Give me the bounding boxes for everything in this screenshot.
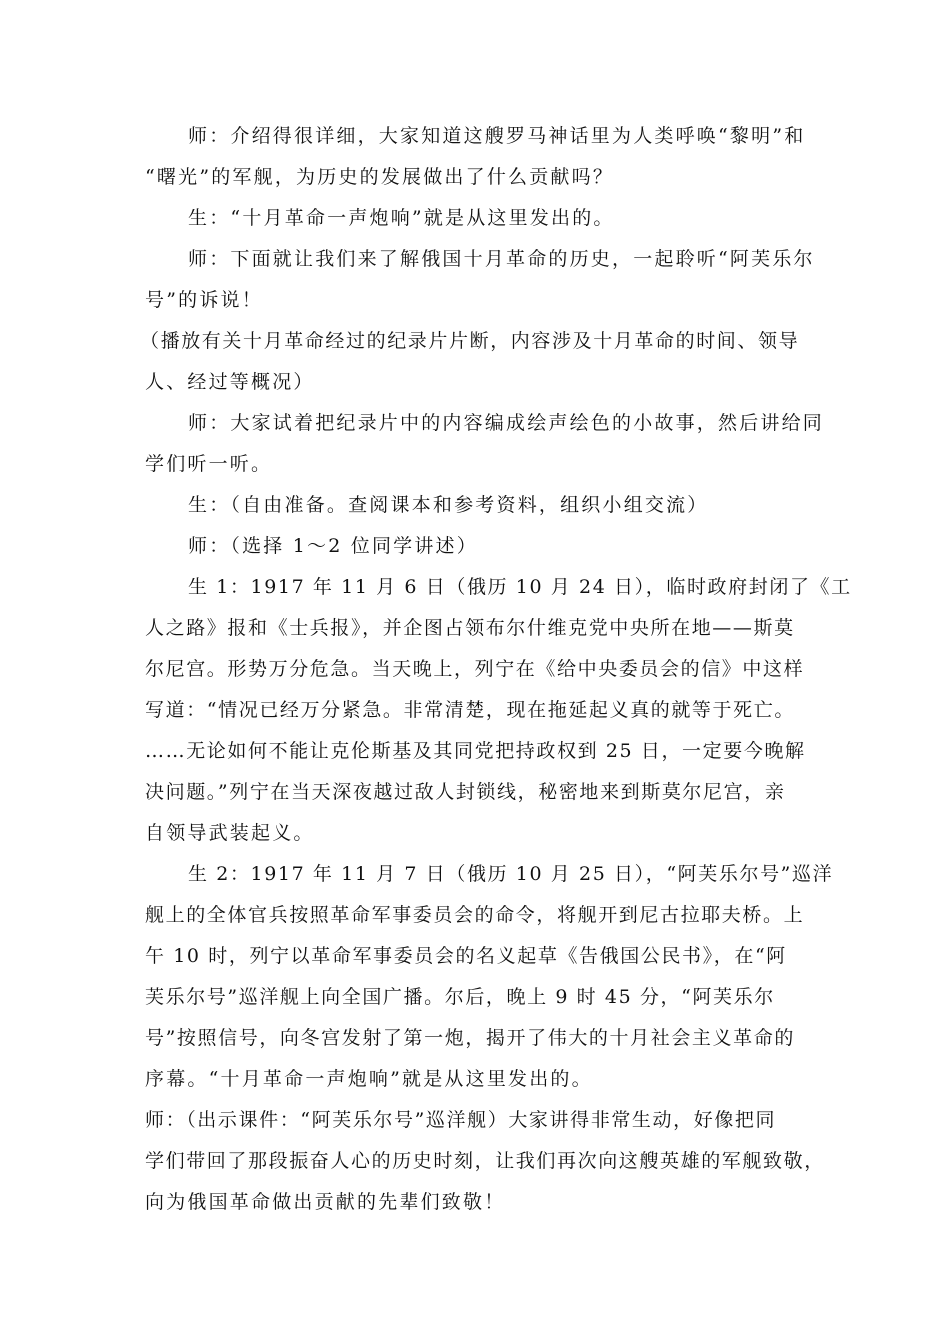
paragraph-line: 师：介绍得很详细，大家知道这艘罗马神话里为人类呼唤“黎明”和 bbox=[188, 125, 806, 147]
paragraph-line: 师：下面就让我们来了解俄国十月革命的历史，一起聆听“阿芙乐尔 bbox=[188, 248, 815, 270]
paragraph-line: 师：（出示课件：“阿芙乐尔号”巡洋舰）大家讲得非常生动，好像把同 bbox=[145, 1109, 777, 1131]
paragraph-line: 号”按照信号，向冬宫发射了第一炮，揭开了伟大的十月社会主义革命的 bbox=[145, 1027, 795, 1049]
paragraph-line: 生：（自由准备。查阅课本和参考资料，组织小组交流） bbox=[188, 494, 709, 516]
paragraph-line: 学们带回了那段振奋人心的历史时刻，让我们再次向这艘英雄的军舰致敬， bbox=[145, 1150, 825, 1172]
paragraph-line: ……无论如何不能让克伦斯基及其同党把持政权到 25 日，一定要今晚解 bbox=[145, 740, 806, 762]
paragraph-line: 舰上的全体官兵按照革命军事委员会的命令，将舰开到尼古拉耶夫桥。上 bbox=[145, 904, 805, 926]
paragraph-line: 芙乐尔号”巡洋舰上向全国广播。尔后，晚上 9 时 45 分，“阿芙乐尔 bbox=[145, 986, 775, 1008]
paragraph-line: （播放有关十月革命经过的纪录片片断，内容涉及十月革命的时间、领导 bbox=[140, 330, 800, 352]
paragraph-line: 生 1：1917 年 11 月 6 日（俄历 10 月 24 日），临时政府封闭了《工 bbox=[188, 576, 852, 598]
paragraph-line: 人之路》报和《士兵报》，并企图占领布尔什维克党中央所在地——斯莫 bbox=[145, 617, 795, 639]
paragraph-line: 师：（选择 1～2 位同学讲述） bbox=[188, 535, 478, 557]
paragraph-line: 向为俄国革命做出贡献的先辈们致敬！ bbox=[145, 1191, 506, 1213]
paragraph-line: 午 10 时，列宁以革命军事委员会的名义起草《告俄国公民书》，在“阿 bbox=[145, 945, 787, 967]
paragraph-line: 写道：“情况已经万分紧急。非常清楚，现在拖延起义真的就等于死亡。 bbox=[145, 699, 795, 721]
paragraph-line: 生：“十月革命一声炮响”就是从这里发出的。 bbox=[188, 207, 615, 229]
paragraph-line: 序幕。“十月革命一声炮响”就是从这里发出的。 bbox=[145, 1068, 593, 1090]
paragraph-line: 师：大家试着把纪录片中的内容编成绘声绘色的小故事，然后讲给同 bbox=[188, 412, 825, 434]
paragraph-line: 尔尼宫。形势万分危急。当天晚上，列宁在《给中央委员会的信》中这样 bbox=[145, 658, 805, 680]
paragraph-line: 学们听一听。 bbox=[145, 453, 273, 475]
paragraph-line: 自领导武装起义。 bbox=[145, 822, 315, 844]
paragraph-line: 决问题。”列宁在当天深夜越过敌人封锁线，秘密地来到斯莫尔尼宫，亲 bbox=[145, 781, 786, 803]
paragraph-line: 号”的诉说！ bbox=[145, 289, 263, 311]
paragraph-line: 人、经过等概况） bbox=[145, 371, 315, 393]
paragraph-line: “曙光”的军舰，为历史的发展做出了什么贡献吗？ bbox=[145, 166, 615, 188]
paragraph-line: 生 2：1917 年 11 月 7 日（俄历 10 月 25 日），“阿芙乐尔号”巡洋 bbox=[188, 863, 834, 885]
